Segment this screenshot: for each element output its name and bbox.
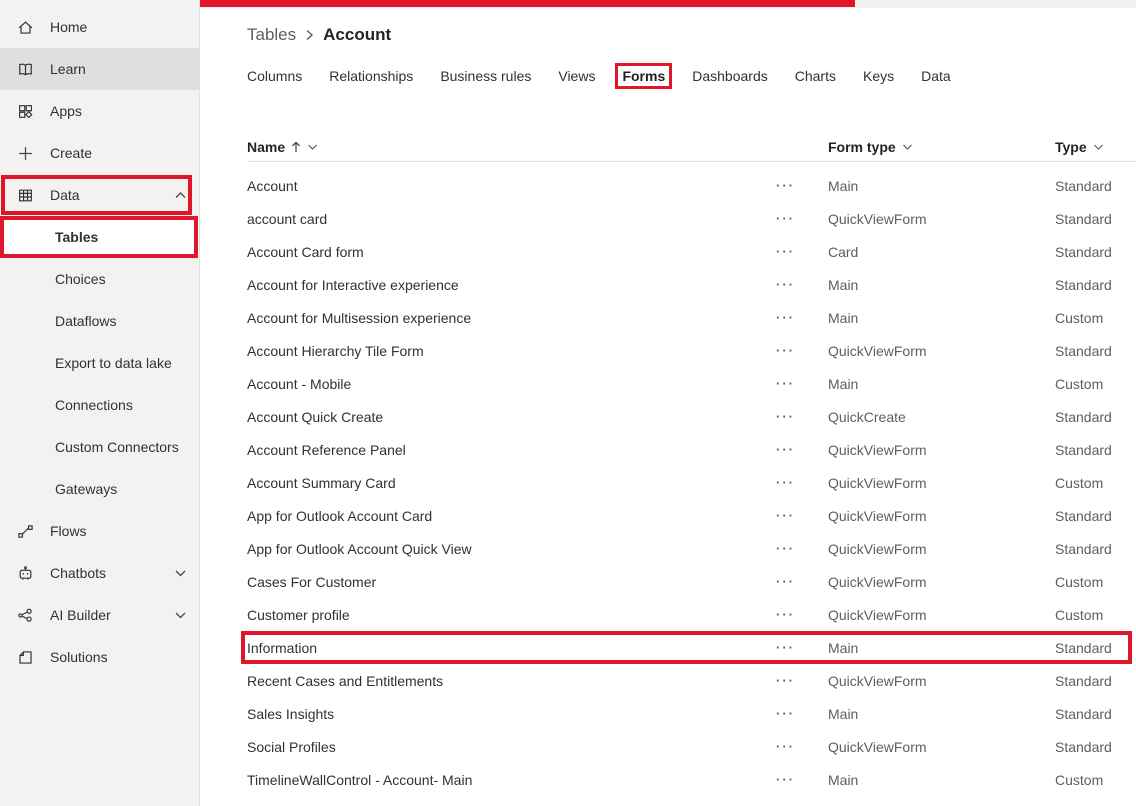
content-area — [200, 23, 1136, 796]
form-type-value: QuickCreate — [828, 408, 906, 425]
row-actions-ellipsis[interactable]: ··· — [776, 507, 795, 523]
row-actions-ellipsis[interactable]: ··· — [776, 771, 795, 787]
sidebar-item-label: Flows — [50, 523, 87, 539]
column-label: Name — [247, 139, 286, 155]
form-name: account card — [247, 210, 328, 227]
sidebar-item-learn[interactable] — [0, 48, 199, 90]
row-actions-ellipsis[interactable]: ··· — [776, 705, 795, 721]
form-type-value: QuickViewForm — [828, 507, 927, 524]
form-name: App for Outlook Account Card — [247, 507, 433, 524]
form-name: Account Quick Create — [247, 408, 384, 425]
sidebar-item-label: Dataflows — [55, 313, 117, 329]
type-value: Standard — [1055, 441, 1112, 458]
chevron-down-icon — [174, 568, 187, 578]
table-row-information[interactable] — [247, 631, 1136, 664]
row-actions-ellipsis[interactable]: ··· — [776, 474, 795, 490]
chevron-down-icon — [174, 610, 187, 620]
column-header-form-type[interactable] — [828, 139, 1055, 155]
sidebar-item-export-to-data-lake[interactable] — [0, 342, 199, 384]
row-actions-ellipsis[interactable]: ··· — [776, 672, 795, 688]
row-actions-ellipsis[interactable]: ··· — [776, 375, 795, 391]
form-name: Social Profiles — [247, 738, 336, 755]
table-row-account-reference-panel[interactable] — [247, 433, 1136, 466]
type-value: Custom — [1055, 375, 1104, 392]
sidebar-item-label: Home — [50, 19, 88, 35]
form-type-value: Main — [828, 276, 859, 293]
filter-chevron-icon — [902, 143, 913, 151]
plus-icon — [15, 143, 35, 163]
type-value: Standard — [1055, 639, 1112, 656]
table-row-social-profiles[interactable] — [247, 730, 1136, 763]
main-panel — [200, 0, 1136, 806]
filter-chevron-icon — [1093, 143, 1104, 151]
type-value: Standard — [1055, 276, 1112, 293]
table-row-recent-cases-and-entitlements[interactable] — [247, 664, 1136, 697]
tab-dashboards[interactable] — [692, 68, 768, 84]
form-type-value: QuickViewForm — [828, 738, 927, 755]
type-value: Standard — [1055, 177, 1112, 194]
tab-views[interactable] — [558, 68, 595, 84]
column-header-name[interactable] — [247, 139, 774, 155]
table-row-account-summary-card[interactable] — [247, 466, 1136, 499]
column-label: Form type — [828, 139, 896, 155]
tab-charts[interactable] — [795, 68, 836, 84]
row-actions-ellipsis[interactable]: ··· — [776, 408, 795, 424]
form-type-value: QuickViewForm — [828, 342, 927, 359]
type-value: Custom — [1055, 573, 1104, 590]
tab-label: Views — [558, 68, 596, 84]
sidebar-item-label: Choices — [55, 271, 106, 287]
form-name: Customer profile — [247, 606, 350, 623]
row-actions-ellipsis[interactable]: ··· — [776, 210, 795, 226]
form-name: Account Hierarchy Tile Form — [247, 342, 424, 359]
table-row-account-mobile[interactable] — [247, 367, 1136, 400]
tab-keys[interactable] — [863, 68, 894, 84]
sidebar-item-home[interactable] — [0, 6, 199, 48]
tab-label: Relationships — [329, 68, 414, 84]
row-actions-ellipsis[interactable]: ··· — [776, 177, 795, 193]
sidebar-item-gateways[interactable] — [0, 468, 199, 510]
form-name: Recent Cases and Entitlements — [247, 672, 444, 689]
form-name: Sales Insights — [247, 705, 335, 722]
row-actions-ellipsis[interactable]: ··· — [776, 441, 795, 457]
form-type-value: Card — [828, 243, 859, 260]
column-header-type[interactable] — [1055, 139, 1136, 155]
book-icon — [15, 59, 35, 79]
type-value: Custom — [1055, 474, 1104, 491]
row-actions-ellipsis[interactable]: ··· — [776, 342, 795, 358]
table-body — [247, 162, 1136, 796]
sidebar-item-label: Export to data lake — [55, 355, 172, 371]
type-value: Standard — [1055, 243, 1112, 260]
sidebar-item-flows[interactable] — [0, 510, 199, 552]
tab-label: Dashboards — [692, 68, 768, 84]
form-name: Account — [247, 177, 298, 194]
form-type-value: Main — [828, 177, 859, 194]
form-name: Account for Interactive experience — [247, 276, 459, 293]
home-icon — [15, 17, 35, 37]
apps-icon — [15, 101, 35, 121]
tab-label: Business rules — [440, 68, 532, 84]
row-actions-ellipsis[interactable]: ··· — [776, 276, 795, 292]
sort-ascending-icon — [291, 141, 301, 153]
table-row-app-for-outlook-account-quick-view[interactable] — [247, 532, 1136, 565]
sidebar-item-label: Apps — [50, 103, 82, 119]
tab-label: Charts — [794, 68, 836, 84]
form-type-value: Main — [828, 639, 859, 656]
flow-icon — [15, 521, 35, 541]
type-value: Standard — [1055, 210, 1112, 227]
type-value: Standard — [1055, 672, 1112, 689]
form-type-value: Main — [828, 309, 859, 326]
type-value: Custom — [1055, 606, 1104, 623]
row-actions-ellipsis[interactable]: ··· — [776, 309, 795, 325]
row-actions-ellipsis[interactable]: ··· — [776, 639, 795, 655]
table-row-sales-insights[interactable] — [247, 697, 1136, 730]
form-name: App for Outlook Account Quick View — [247, 540, 472, 557]
sidebar-item-data[interactable] — [0, 174, 199, 216]
tab-business-rules[interactable] — [440, 68, 531, 84]
form-type-value: Main — [828, 705, 859, 722]
form-name: Account Summary Card — [247, 474, 396, 491]
sidebar-nav — [0, 6, 199, 678]
tab-label: Columns — [247, 68, 303, 84]
table-header — [247, 133, 1136, 162]
form-type-value: QuickViewForm — [828, 606, 927, 623]
sidebar-item-choices[interactable] — [0, 258, 199, 300]
table-row-account-for-interactive-experience[interactable] — [247, 268, 1136, 301]
type-value: Standard — [1055, 738, 1112, 755]
sidebar-item-solutions[interactable] — [0, 636, 199, 678]
form-type-value: Main — [828, 771, 859, 788]
sidebar — [0, 0, 200, 806]
sidebar-item-chatbots[interactable] — [0, 552, 199, 594]
type-value: Standard — [1055, 408, 1112, 425]
tab-label: Data — [921, 68, 951, 84]
form-name: Account Card form — [247, 243, 364, 260]
sidebar-item-ai-builder[interactable] — [0, 594, 199, 636]
filter-chevron-icon — [307, 143, 318, 151]
form-type-value: QuickViewForm — [828, 573, 927, 590]
tab-relationships[interactable] — [329, 68, 413, 84]
chatbot-icon — [15, 563, 35, 583]
form-type-value: QuickViewForm — [828, 540, 927, 557]
sidebar-item-label: Chatbots — [50, 565, 107, 581]
sidebar-item-label: Learn — [50, 61, 86, 77]
annotation-top-strip — [200, 0, 855, 7]
table-row-app-for-outlook-account-card[interactable] — [247, 499, 1136, 532]
form-type-value: QuickViewForm — [828, 474, 927, 491]
form-type-value: QuickViewForm — [828, 210, 927, 227]
table-row-account[interactable] — [247, 169, 1136, 202]
table-row-cases-for-customer[interactable] — [247, 565, 1136, 598]
type-value: Standard — [1055, 342, 1112, 359]
sidebar-item-label: Data — [50, 187, 80, 203]
type-value: Custom — [1055, 309, 1104, 326]
row-actions-ellipsis[interactable]: ··· — [776, 738, 795, 754]
table-row-customer-profile[interactable] — [247, 598, 1136, 631]
breadcrumb-current-page: Account — [323, 25, 392, 44]
row-actions-ellipsis[interactable]: ··· — [776, 243, 795, 259]
form-name: Cases For Customer — [247, 573, 377, 590]
sidebar-item-tables[interactable] — [0, 216, 199, 258]
table-row-account-hierarchy-tile-form[interactable] — [247, 334, 1136, 367]
table-row-account-card[interactable] — [247, 202, 1136, 235]
sidebar-item-label: Solutions — [50, 649, 108, 665]
column-label: Type — [1055, 139, 1087, 155]
form-name: TimelineWallControl - Account- Main — [247, 771, 473, 788]
tab-forms[interactable] — [622, 68, 665, 84]
sidebar-item-create[interactable] — [0, 132, 199, 174]
type-value: Standard — [1055, 507, 1112, 524]
data-table-icon — [15, 185, 35, 205]
tab-bar — [247, 66, 1136, 86]
table-row-account-card-form[interactable] — [247, 235, 1136, 268]
table-row-account-quick-create[interactable] — [247, 400, 1136, 433]
sidebar-item-custom-connectors[interactable] — [0, 426, 199, 468]
type-value: Custom — [1055, 771, 1104, 788]
ai-builder-icon — [15, 605, 35, 625]
row-actions-ellipsis[interactable]: ··· — [776, 540, 795, 556]
sidebar-item-label: Create — [50, 145, 93, 161]
form-name: Account for Multisession experience — [247, 309, 472, 326]
solutions-icon — [15, 647, 35, 667]
tab-columns[interactable] — [247, 68, 302, 84]
form-name: Information — [247, 639, 318, 656]
breadcrumb — [247, 23, 1136, 47]
sidebar-item-connections[interactable] — [0, 384, 199, 426]
sidebar-item-apps[interactable] — [0, 90, 199, 132]
sidebar-item-label: AI Builder — [50, 607, 111, 623]
breadcrumb-tables-link[interactable]: Tables — [247, 25, 297, 44]
tab-data[interactable] — [921, 68, 951, 84]
row-actions-ellipsis[interactable]: ··· — [776, 573, 795, 589]
form-type-value: QuickViewForm — [828, 672, 927, 689]
table-row-account-for-multisession-experience[interactable] — [247, 301, 1136, 334]
tab-label: Forms — [622, 68, 666, 84]
breadcrumb-chevron-icon — [305, 28, 314, 42]
form-type-value: Main — [828, 375, 859, 392]
type-value: Standard — [1055, 540, 1112, 557]
form-type-value: QuickViewForm — [828, 441, 927, 458]
sidebar-item-label: Connections — [55, 397, 133, 413]
sidebar-item-label: Gateways — [55, 481, 118, 497]
row-actions-ellipsis[interactable]: ··· — [776, 606, 795, 622]
table-row-timelinewallcontrol-account-main[interactable] — [247, 763, 1136, 796]
sidebar-item-dataflows[interactable] — [0, 300, 199, 342]
form-name: Account Reference Panel — [247, 441, 406, 458]
chevron-up-icon — [174, 190, 187, 200]
sidebar-item-label: Custom Connectors — [55, 439, 179, 455]
tab-label: Keys — [862, 68, 895, 84]
sidebar-item-label: Tables — [55, 229, 99, 245]
form-name: Account - Mobile — [247, 375, 352, 392]
type-value: Standard — [1055, 705, 1112, 722]
